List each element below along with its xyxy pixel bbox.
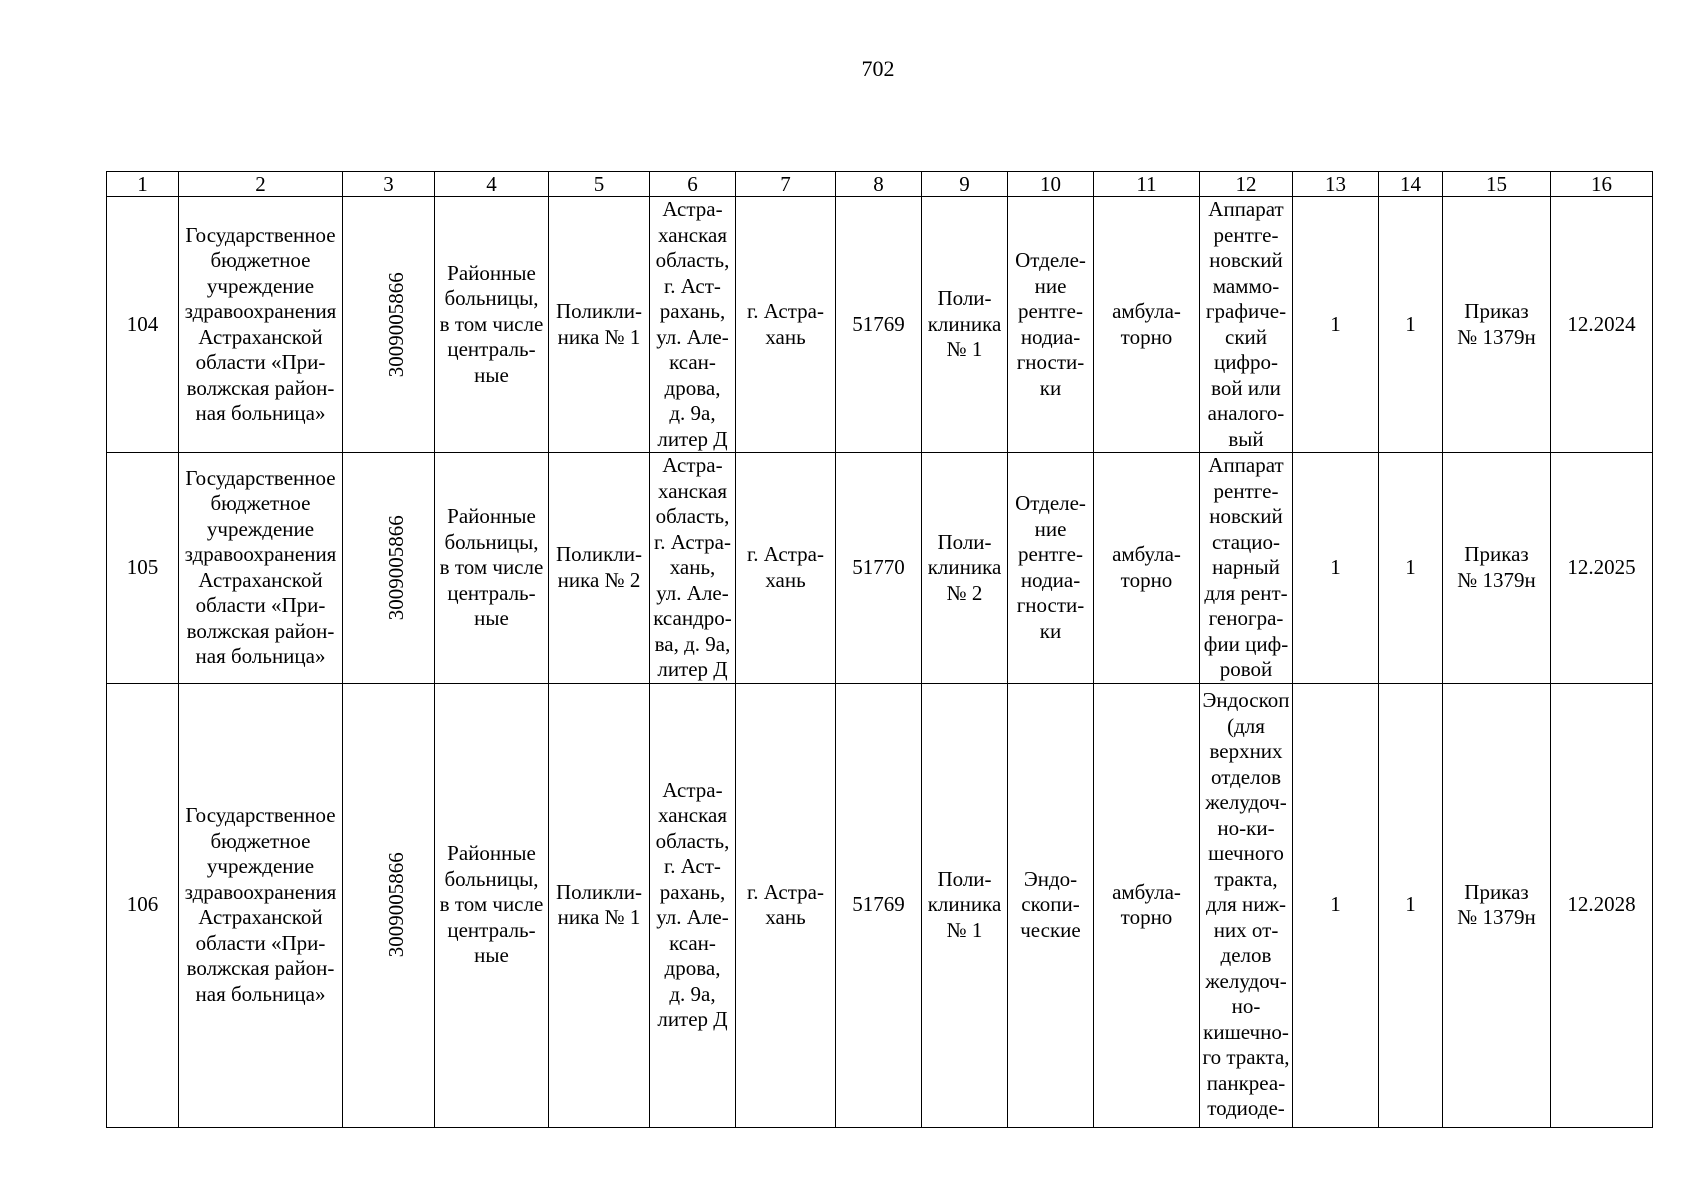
department: Эндо- скопи- ческие [1008,683,1094,1127]
order-ref: Приказ № 1379н [1443,683,1551,1127]
inn-cell [343,683,435,1127]
inn-value: 3009005866 [383,272,408,377]
facility-type: Районные больницы, в том числе централь- ные [435,197,549,453]
header-cell: 3 [343,172,435,197]
city: г. Астра- хань [736,197,836,453]
header-cell: 11 [1094,172,1200,197]
row-number: 104 [107,197,179,453]
header-cell: 7 [736,172,836,197]
header-cell: 12 [1200,172,1293,197]
subdivision: Поликли- ника № 1 [549,197,650,453]
department: Отделе- ние рентге- нодиа- гности- ки [1008,453,1094,684]
inn-cell [343,197,435,453]
subdivision: Поликли- ника № 2 [549,453,650,684]
address: Астра- ханская область, г. Аст- рахань, ул. Але- ксан- дрова, д. 9а, литер Д [650,683,736,1127]
order-ref: Приказ № 1379н [1443,453,1551,684]
address: Астра- ханская область, г. Аст- рахань, ул. Але- ксан- дрова, д. 9а, литер Д [650,197,736,453]
date: 12.2024 [1551,197,1653,453]
equipment: Аппарат рентге- новский стацио- нарный для рент- геногра- фии циф- ровой [1200,453,1293,684]
date: 12.2025 [1551,453,1653,684]
facility-type: Районные больницы, в том числе централь- ные [435,453,549,684]
unit: Поли- клиника № 1 [922,683,1008,1127]
header-cell: 2 [179,172,343,197]
quantity-2: 1 [1379,197,1443,453]
department: Отделе- ние рентге- нодиа- гности- ки [1008,197,1094,453]
equipment: Аппарат рентге- новский маммо- графиче- ский цифро- вой или аналого- вый [1200,197,1293,453]
unit: Поли- клиника № 2 [922,453,1008,684]
quantity-2: 1 [1379,683,1443,1127]
header-cell: 1 [107,172,179,197]
row-number: 105 [107,453,179,684]
organization-name: Государственное бюджетное учреждение здравоохранения Астраханской области «При- волжская район- ная больница» [179,683,343,1127]
header-cell: 16 [1551,172,1653,197]
date: 12.2028 [1551,683,1653,1127]
quantity-2: 1 [1379,453,1443,684]
city: г. Астра- хань [736,683,836,1127]
care-mode: амбула- торно [1094,683,1200,1127]
quantity-1: 1 [1293,197,1379,453]
header-cell: 8 [836,172,922,197]
header-cell: 9 [922,172,1008,197]
quantity-1: 1 [1293,683,1379,1127]
organization-name: Государственное бюджетное учреждение здравоохранения Астраханской области «При- волжская район- ная больница» [179,453,343,684]
subdivision: Поликли- ника № 1 [549,683,650,1127]
inn-value: 3009005866 [383,852,408,958]
order-ref: Приказ № 1379н [1443,197,1551,453]
header-cell: 15 [1443,172,1551,197]
header-cell: 10 [1008,172,1094,197]
header-cell: 4 [435,172,549,197]
row-number: 106 [107,683,179,1127]
table-row [107,453,1653,684]
table-row [107,683,1653,1127]
code: 51770 [836,453,922,684]
equipment: Эндоскоп (для верхних отделов желудоч- но-ки- шечного тракта, для ниж- них от- делов желудоч- но- кишечно- го тракта, панкреа- тодиоде- [1200,683,1293,1127]
facility-type: Районные больницы, в том числе централь- ные [435,683,549,1127]
organization-name: Государственное бюджетное учреждение здравоохранения Астраханской области «При- волжская район- ная больница» [179,197,343,453]
header-cell: 5 [549,172,650,197]
quantity-1: 1 [1293,453,1379,684]
care-mode: амбула- торно [1094,197,1200,453]
inn-value: 3009005866 [383,515,408,621]
city: г. Астра- хань [736,453,836,684]
code: 51769 [836,197,922,453]
table-row [107,197,1653,453]
header-cell: 13 [1293,172,1379,197]
header-row [107,172,1653,197]
header-cell: 14 [1379,172,1443,197]
equipment-table [106,171,1653,1128]
page-number: 702 [861,56,895,81]
unit: Поли- клиника № 1 [922,197,1008,453]
header-cell: 6 [650,172,736,197]
code: 51769 [836,683,922,1127]
care-mode: амбула- торно [1094,453,1200,684]
inn-cell [343,453,435,684]
address: Астра- ханская область, г. Астра- хань, ул. Але- ксандро- ва, д. 9а, литер Д [650,453,736,684]
